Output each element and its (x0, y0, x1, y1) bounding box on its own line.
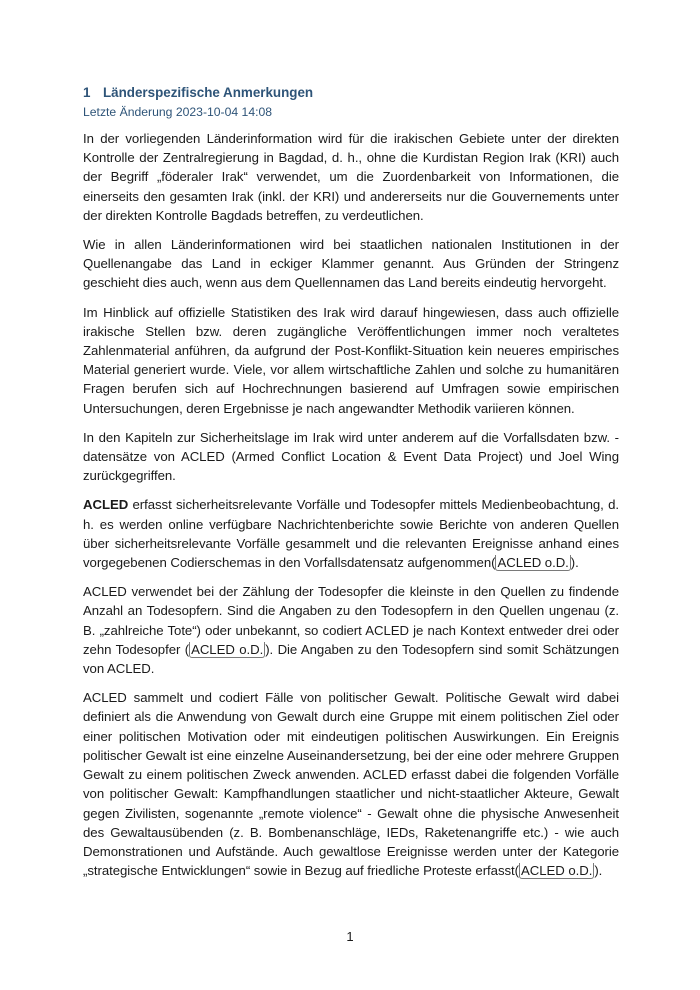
source-reference[interactable]: ACLED o.D. (521, 863, 593, 879)
page-number: 1 (346, 929, 354, 944)
source-reference[interactable]: ACLED o.D. (191, 641, 264, 657)
paragraph-3: Im Hinblick auf offizielle Statistiken des Irak wird darauf hingewiesen, dass auch offizielle irakische Stellen bzw. deren zugängliche Veröffentlichungen immer noch veraltetes Zahlenmaterial anführen, da aufgrund der Post-Konflikt-Situation kein neueres empirisches Material generiert wurde. Viele, vor allem wirtschaftliche Zahlen und solche zu humanitären Fragen berufen sich auf Hochrechnungen basierend auf Umfragen sowie empirischen Untersuchungen, deren Ergebnisse je nach angewandter Methodik variieren können. (83, 304, 619, 416)
paragraph-7 (83, 688, 619, 880)
paragraph-5-text: erfasst sicherheitsrelevante Vorfälle und Todesopfer mittels Medienbeobachtung, d. h. es werden online verfügbare Nachrichtenberichte sowie Berichte von anderen Quellen über sicherheitsrelevante Vorfälle gesammelt und die relevanten Ereignisse anhand eines vorgegebenen Codierschemas in den Vorfallsdatensatz aufgenommen( (83, 497, 619, 571)
paragraph-5-end: ). (570, 555, 579, 571)
paragraph-6-text: ACLED verwendet bei der Zählung der Todesopfer die kleinste in den Quellen zu findende Anzahl an Todesopfern. Sind die Angaben zu den Todesopfern in den Quellen ungenau (z. B. „zahlreiche Tote“) oder unbekannt, so codiert ACLED je nach Kontext entweder drei oder zehn Todesopfer ( (83, 584, 619, 657)
paragraph-2: Wie in allen Länderinformationen wird bei staatlichen nationalen Institutionen in der Quellenangabe das Land in eckiger Klammer genannt. Aus Gründen der Stringenz geschieht dies auch, wenn aus dem Quellennamen das Land bereits eindeutig hervorgeht. (83, 237, 619, 291)
acled-lead: ACLED (83, 497, 129, 513)
section-title: Länderspezifische Anmerkungen (103, 85, 314, 100)
last-updated: Letzte Änderung 2023-10-04 14:08 (83, 105, 273, 119)
section-number: 1 (83, 85, 91, 100)
paragraph-5 (83, 495, 619, 572)
paragraph-4: In den Kapiteln zur Sicherheitslage im Irak wird unter anderem auf die Vorfallsdaten bzw. -datensätze von ACLED (Armed Conflict Location & Event Data Project) und Joel Wing zurückgegriffen. (83, 429, 619, 484)
paragraph-7-text: ACLED sammelt und codiert Fälle von politischer Gewalt. Politische Gewalt wird dabei definiert als die Anwendung von Gewalt durch eine Gruppe mit einem politischen Ziel oder einer politischen Motivation oder mit eindeutigen politischen Auswirkungen. Ein Ereignis politischer Gewalt ist eine einzelne Auseinandersetzung, bei der eine oder mehrere Gruppen Gewalt zu einem politischen Zweck anwenden. ACLED erfasst dabei die folgenden Vorfälle von politischer Gewalt: Kampfhandlungen staatlicher und nicht-staatlicher Akteure, Gewalt gegen Zivilisten, sogenannte „remote violence“ - Gewalt ohne die physische Anwesenheit des Gewaltausübenden (z. B. Bombenanschläge, IEDs, Raketenangriffe etc.) - wie auch Demonstrationen und Aufstände. Auch gewaltlose Ereignisse werden unter der Kategorie „strategische Entwicklungen“ sowie in Bezug auf friedliche Proteste erfasst( (83, 690, 619, 879)
paragraph-6-end: ). Die Angaben zu den Todesopfern sind somit Schätzungen von ACLED. (83, 641, 619, 677)
document-body (83, 84, 619, 890)
paragraph-6 (83, 582, 619, 678)
paragraph-1: In der vorliegenden Länderinformation wird für die irakischen Gebiete unter der direkten Kontrolle der Zentralregierung in Bagdad, d. h., ohne die Kurdistan Region Irak (KRI) auch der Begriff „föderaler Irak“ verwendet, um die Zuordenbarkeit von Informationen, die einerseits den gesamten Irak (inkl. der KRI) und andererseits nur die Gouvernements unter der direkten Kontrolle Bagdads betreffen, zu verdeutlichen. (83, 131, 619, 223)
section-heading (83, 84, 619, 102)
source-reference[interactable]: ACLED o.D. (497, 555, 569, 571)
paragraph-7-end: ). (594, 863, 603, 879)
